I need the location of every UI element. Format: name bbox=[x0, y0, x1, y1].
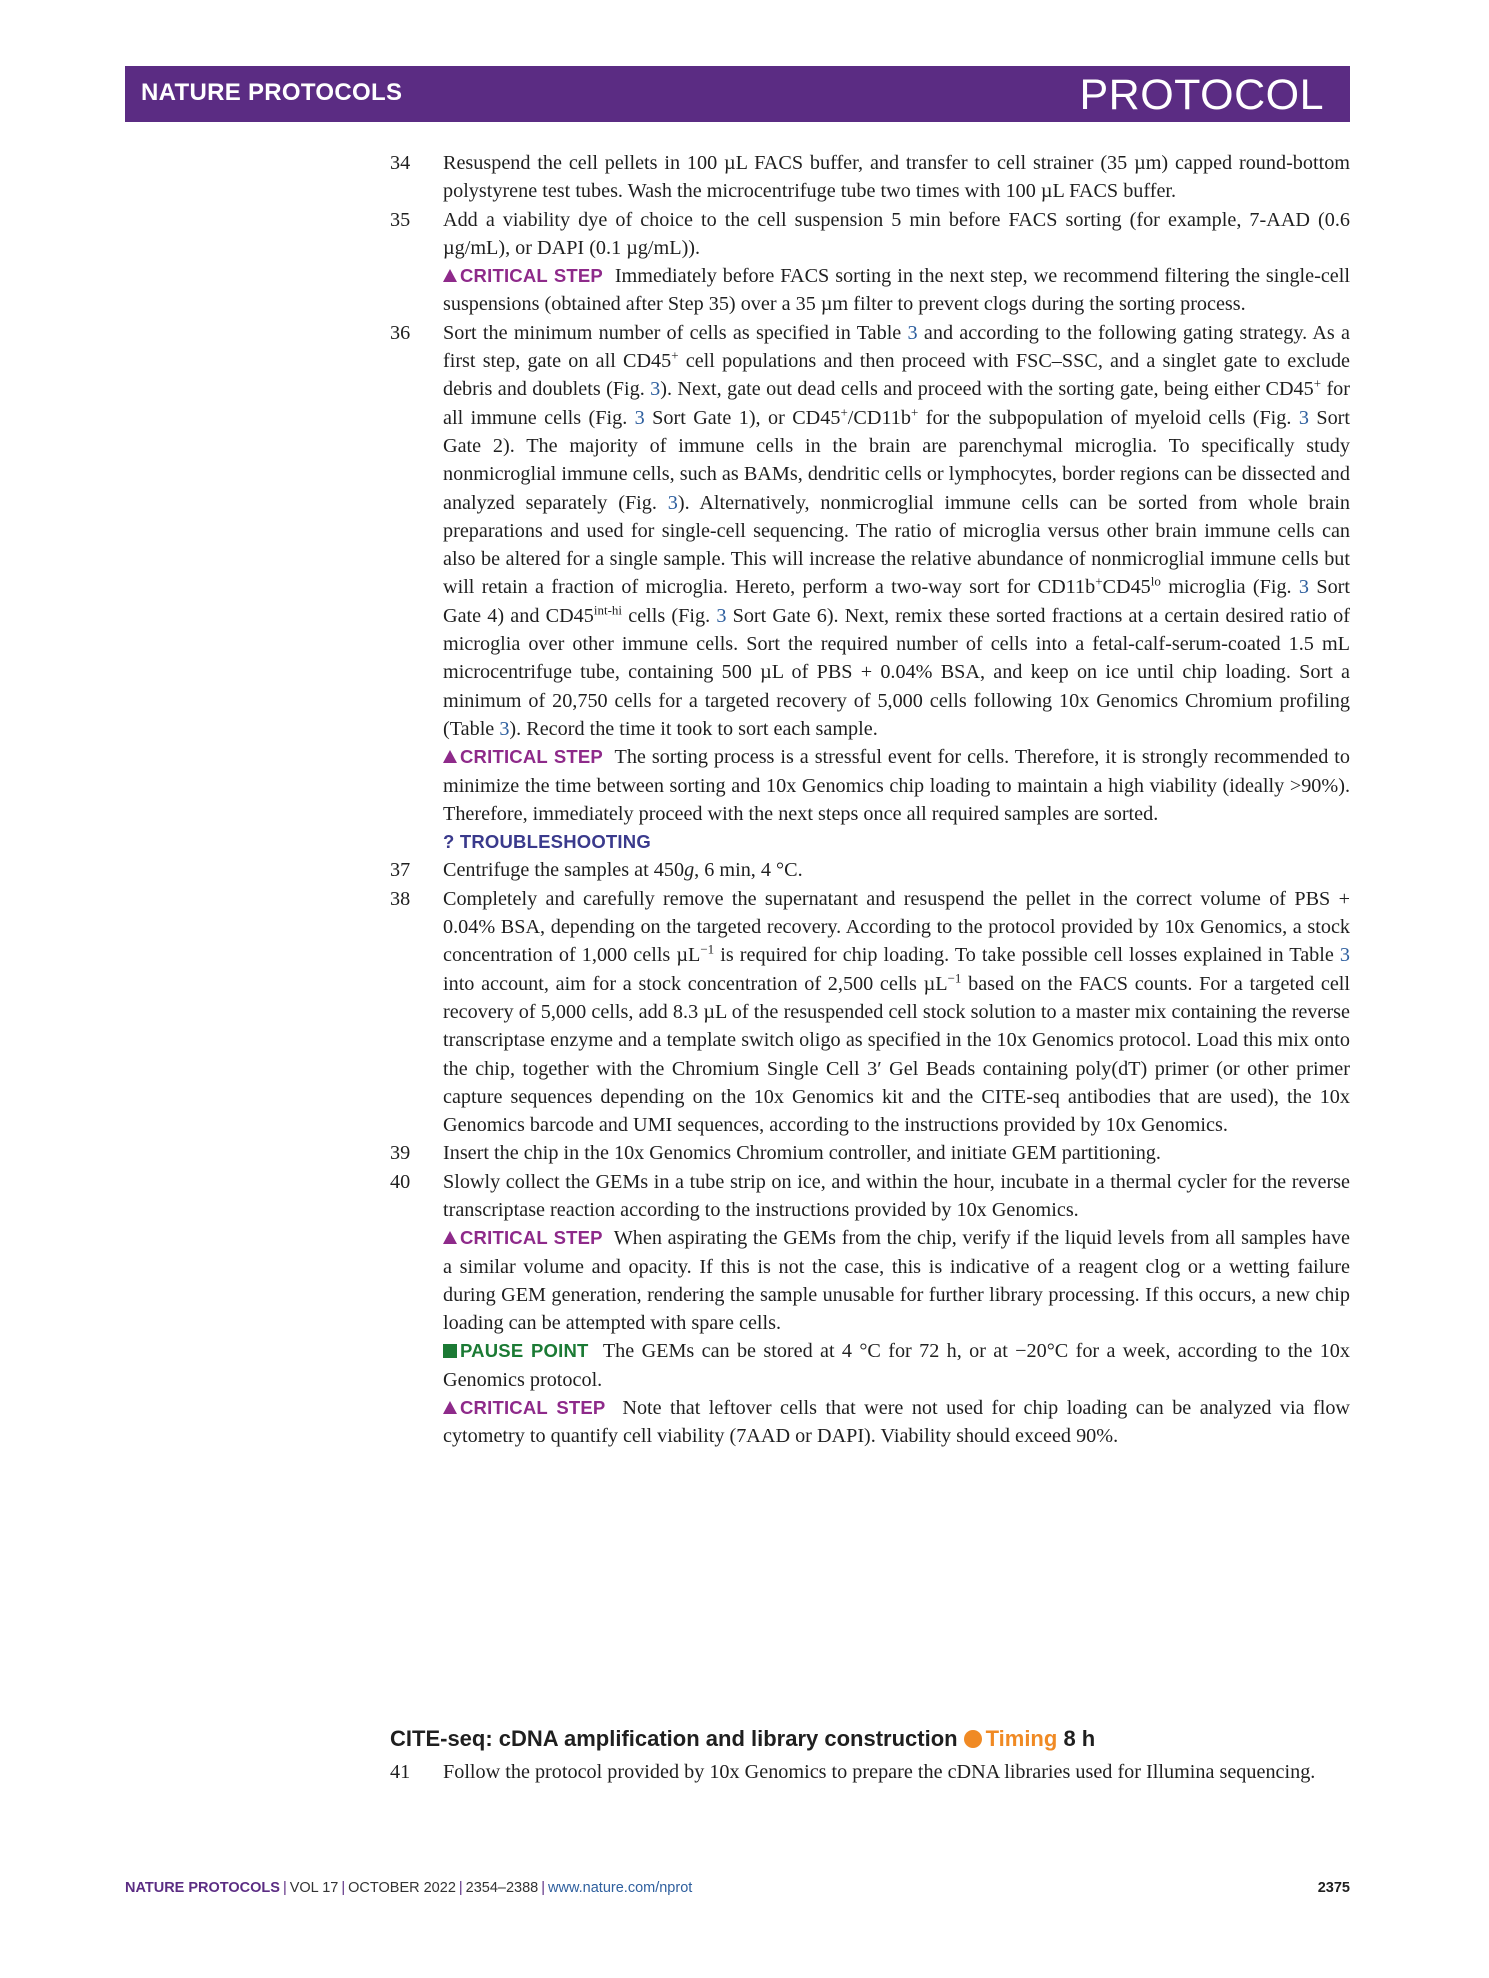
figure-3-link[interactable]: 3 bbox=[667, 491, 678, 514]
critical-step-text: When aspirating the GEMs from the chip, verify if the liquid levels from all samples have a similar volume and opacity. If this is not the case, this is indicative of a reagent clog or a wetting failure during GEM generation, rendering the sample unusable for further library processing. If this occurs, a new chip loading can be attempted with spare cells. bbox=[443, 1227, 1351, 1335]
superscript: int-hi bbox=[593, 602, 623, 618]
critical-step-note bbox=[390, 1224, 1350, 1337]
superscript: + bbox=[1313, 375, 1322, 391]
text-run: ). Next, gate out dead cells and proceed with the sorting gate, being either CD45 bbox=[660, 378, 1314, 401]
step-number: 36 bbox=[390, 321, 411, 344]
table-3-link[interactable]: 3 bbox=[499, 717, 510, 740]
article-type: PROTOCOL bbox=[1079, 71, 1324, 119]
step-text: Add a viability dye of choice to the cell suspension 5 min before FACS sorting (for example, 7-AAD (0.6 µg/mL), or DAPI (0.1 µg/mL)). bbox=[443, 208, 1350, 259]
pause-point-note bbox=[390, 1337, 1350, 1394]
text-run: based on the FACS counts. For a targeted cell recovery of 5,000 cells, add 8.3 µL of the resuspended cell stock solution to a master mix containing the reverse transcriptase enzyme and a template switch oligo as specified in the 10x Genomics protocol. Load this mix onto the chip, together with the Chromium Single Cell 3′ Gel Beads containing poly(dT) primer (or other primer capture sequences depending on the 10x Genomics kit and the CITE-seq antibodies that are used), the 10x Genomics barcode and UMI sequences, according to the instructions provided by 10x Genomics. bbox=[443, 972, 1350, 1137]
superscript: + bbox=[1095, 573, 1103, 589]
italic-unit: g bbox=[684, 859, 695, 882]
table-3-link[interactable]: 3 bbox=[1339, 944, 1350, 967]
text-run: CD45 bbox=[1102, 576, 1151, 599]
text-run: is required for chip loading. To take possible cell losses explained in Table bbox=[714, 944, 1340, 967]
superscript: −1 bbox=[947, 969, 962, 985]
figure-3-link[interactable]: 3 bbox=[1298, 406, 1309, 429]
text-run: and according to the following gating strategy. As a first step, gate on all CD45 bbox=[443, 321, 1350, 373]
pause-square-icon bbox=[443, 1344, 457, 1358]
warning-triangle-icon bbox=[443, 750, 457, 763]
step-text: Follow the protocol provided by 10x Genomics to prepare the cDNA libraries used for Illumina sequencing. bbox=[443, 1761, 1316, 1783]
protocol-steps bbox=[390, 149, 1350, 1451]
footer-url-link[interactable]: www.nature.com/nprot bbox=[548, 1880, 693, 1896]
step-number: 38 bbox=[390, 887, 411, 910]
figure-3-link[interactable]: 3 bbox=[650, 378, 661, 401]
text-run: , 6 min, 4 °C. bbox=[694, 859, 803, 882]
table-3-link[interactable]: 3 bbox=[907, 321, 918, 344]
critical-step-text: The sorting process is a stressful event for cells. Therefore, it is strongly recommended to minimize the time between sorting and 10x Genomics chip loading to maintain a high viability (ideally >90%). Therefore, immediately proceed with the next steps once all required samples are sorted. bbox=[443, 746, 1350, 825]
section-title: CITE-seq: cDNA amplification and library construction bbox=[390, 1726, 958, 1751]
journal-banner bbox=[125, 66, 1350, 122]
step-38 bbox=[390, 885, 1350, 1140]
text-run: for the subpopulation of myeloid cells (Fig. bbox=[918, 406, 1299, 429]
step-41 bbox=[390, 1758, 1350, 1786]
text-run: Sort Gate 4) and CD45 bbox=[443, 576, 1350, 627]
step-number: 39 bbox=[390, 1142, 411, 1165]
warning-triangle-icon bbox=[443, 269, 457, 282]
critical-step-label: CRITICAL STEP bbox=[460, 1227, 603, 1249]
critical-step-note bbox=[390, 743, 1350, 828]
text-run: Sort Gate 1), or CD45 bbox=[644, 406, 841, 429]
step-37 bbox=[390, 856, 1350, 884]
step-number: 40 bbox=[390, 1170, 411, 1193]
text-run: ). Alternatively, nonmicroglial immune cells can be sorted from whole brain preparations and used for single-cell sequencing. The ratio of microglia versus other brain immune cells can also be altered for a single sample. This will increase the relative abundance of nonmicroglial immune cells but will retain a fraction of microglia. Hereto, perform a two-way sort for CD11b bbox=[443, 491, 1350, 599]
superscript: + bbox=[910, 403, 919, 419]
critical-step-text: Note that leftover cells that were not used for chip loading can be analyzed via flow cytometry to quantify cell viability (7AAD or DAPI). Viability should exceed 90%. bbox=[443, 1397, 1351, 1448]
separator: | bbox=[541, 1880, 546, 1896]
warning-triangle-icon bbox=[443, 1231, 457, 1244]
warning-triangle-icon bbox=[443, 1401, 457, 1414]
separator: | bbox=[282, 1880, 287, 1896]
separator: | bbox=[458, 1880, 463, 1896]
text-run: Sort the minimum number of cells as specified in Table bbox=[443, 321, 908, 344]
troubleshooting-link[interactable]: ? TROUBLESHOOTING bbox=[443, 831, 651, 853]
journal-name: NATURE PROTOCOLS bbox=[141, 79, 403, 106]
section-heading bbox=[390, 1726, 1350, 1752]
step-35 bbox=[390, 206, 1350, 263]
pause-point-text: The GEMs can be stored at 4 °C for 72 h, or at −20°C for a week, according to the 10x Genomics protocol. bbox=[443, 1340, 1350, 1391]
timing-dot-icon bbox=[964, 1730, 982, 1748]
step-number: 34 bbox=[390, 152, 411, 174]
critical-step-label: CRITICAL STEP bbox=[460, 265, 603, 287]
superscript: lo bbox=[1150, 573, 1161, 589]
troubleshooting-note bbox=[390, 828, 1350, 856]
text-run: Completely and carefully remove the supernatant and resuspend the pellet in the correct volume of PBS + 0.04% BSA, depending on the targeted recovery. According to the protocol provided by 10x Genomics, a stock concentration of 1,000 cells µL bbox=[443, 887, 1350, 967]
step-36 bbox=[390, 319, 1350, 743]
protocol-steps-section-2 bbox=[390, 1758, 1350, 1786]
text-run: cell populations and then proceed with FSC–SSC, and a singlet gate to exclude debris and doublets (Fig. bbox=[443, 350, 1350, 401]
critical-step-text: Immediately before FACS sorting in the next step, we recommend filtering the single-cell suspensions (obtained after Step 35) over a 35 µm filter to prevent clogs during the sorting process. bbox=[443, 265, 1350, 316]
figure-3-link[interactable]: 3 bbox=[716, 604, 727, 627]
page-number: 2375 bbox=[1317, 1880, 1350, 1896]
superscript: + bbox=[840, 403, 848, 419]
pause-point-label: PAUSE POINT bbox=[460, 1340, 589, 1362]
footer-journal: NATURE PROTOCOLS bbox=[125, 1880, 280, 1896]
step-text: Insert the chip in the 10x Genomics Chromium controller, and initiate GEM partitioning. bbox=[443, 1142, 1161, 1165]
footer-volume: VOL 17 bbox=[289, 1880, 339, 1896]
step-text: Slowly collect the GEMs in a tube strip on ice, and within the hour, incubate in a thermal cycler for the reverse transcriptase reaction according to the instructions provided by 10x Genomics. bbox=[443, 1170, 1350, 1221]
footer-pages: 2354–2388 bbox=[465, 1880, 539, 1896]
text-run: cells (Fig. bbox=[622, 604, 717, 627]
footer-date: OCTOBER 2022 bbox=[348, 1880, 456, 1896]
text-run: for all immune cells (Fig. bbox=[443, 378, 1350, 429]
critical-step-note bbox=[390, 1394, 1350, 1451]
text-run: microglia (Fig. bbox=[1160, 576, 1299, 599]
timing-label: Timing bbox=[985, 1726, 1058, 1751]
step-34 bbox=[390, 149, 1350, 206]
figure-3-link[interactable]: 3 bbox=[1298, 576, 1310, 599]
text-run: into account, aim for a stock concentration of 2,500 cells µL bbox=[443, 972, 948, 995]
step-39 bbox=[390, 1139, 1350, 1167]
text-run: /CD11b bbox=[847, 406, 911, 429]
text-run: Centrifuge the samples at 450 bbox=[443, 859, 685, 882]
step-40 bbox=[390, 1168, 1350, 1225]
separator: | bbox=[341, 1880, 346, 1896]
critical-step-note bbox=[390, 262, 1350, 319]
step-text: Resuspend the cell pellets in 100 µL FACS buffer, and transfer to cell strainer (35 µm) capped round-bottom polystyrene test tubes. Wash the microcentrifuge tube two times with 100 µL FACS buffer. bbox=[443, 152, 1350, 203]
superscript: −1 bbox=[700, 941, 715, 957]
superscript: + bbox=[671, 347, 679, 363]
text-run: ). Record the time it took to sort each sample. bbox=[509, 717, 878, 740]
critical-step-label: CRITICAL STEP bbox=[460, 746, 603, 768]
step-number: 37 bbox=[390, 859, 411, 882]
step-number: 41 bbox=[390, 1761, 411, 1783]
step-number: 35 bbox=[390, 208, 411, 231]
page-footer bbox=[125, 1880, 1350, 1896]
text-run: Sort Gate 6). Next, remix these sorted fractions at a certain desired ratio of microglia over other immune cells. Sort the required number of cells into a fetal-calf-serum-coated 1.5 mL microcentrifuge tube, containing 500 µL of PBS + 0.04% BSA, and keep on ice until chip loading. Sort a minimum of 20,750 cells for a targeted recovery of 5,000 cells following 10x Genomics Chromium profiling (Table bbox=[443, 604, 1350, 740]
text-run: Sort Gate 2). The majority of immune cells in the brain are parenchymal microglia. To specifically study nonmicroglial immune cells, such as BAMs, dendritic cells or lymphocytes, border regions can be dissected and analyzed separately (Fig. bbox=[443, 406, 1350, 514]
figure-3-link[interactable]: 3 bbox=[634, 406, 645, 429]
critical-step-label: CRITICAL STEP bbox=[460, 1397, 606, 1419]
timing-value: 8 h bbox=[1063, 1726, 1096, 1751]
